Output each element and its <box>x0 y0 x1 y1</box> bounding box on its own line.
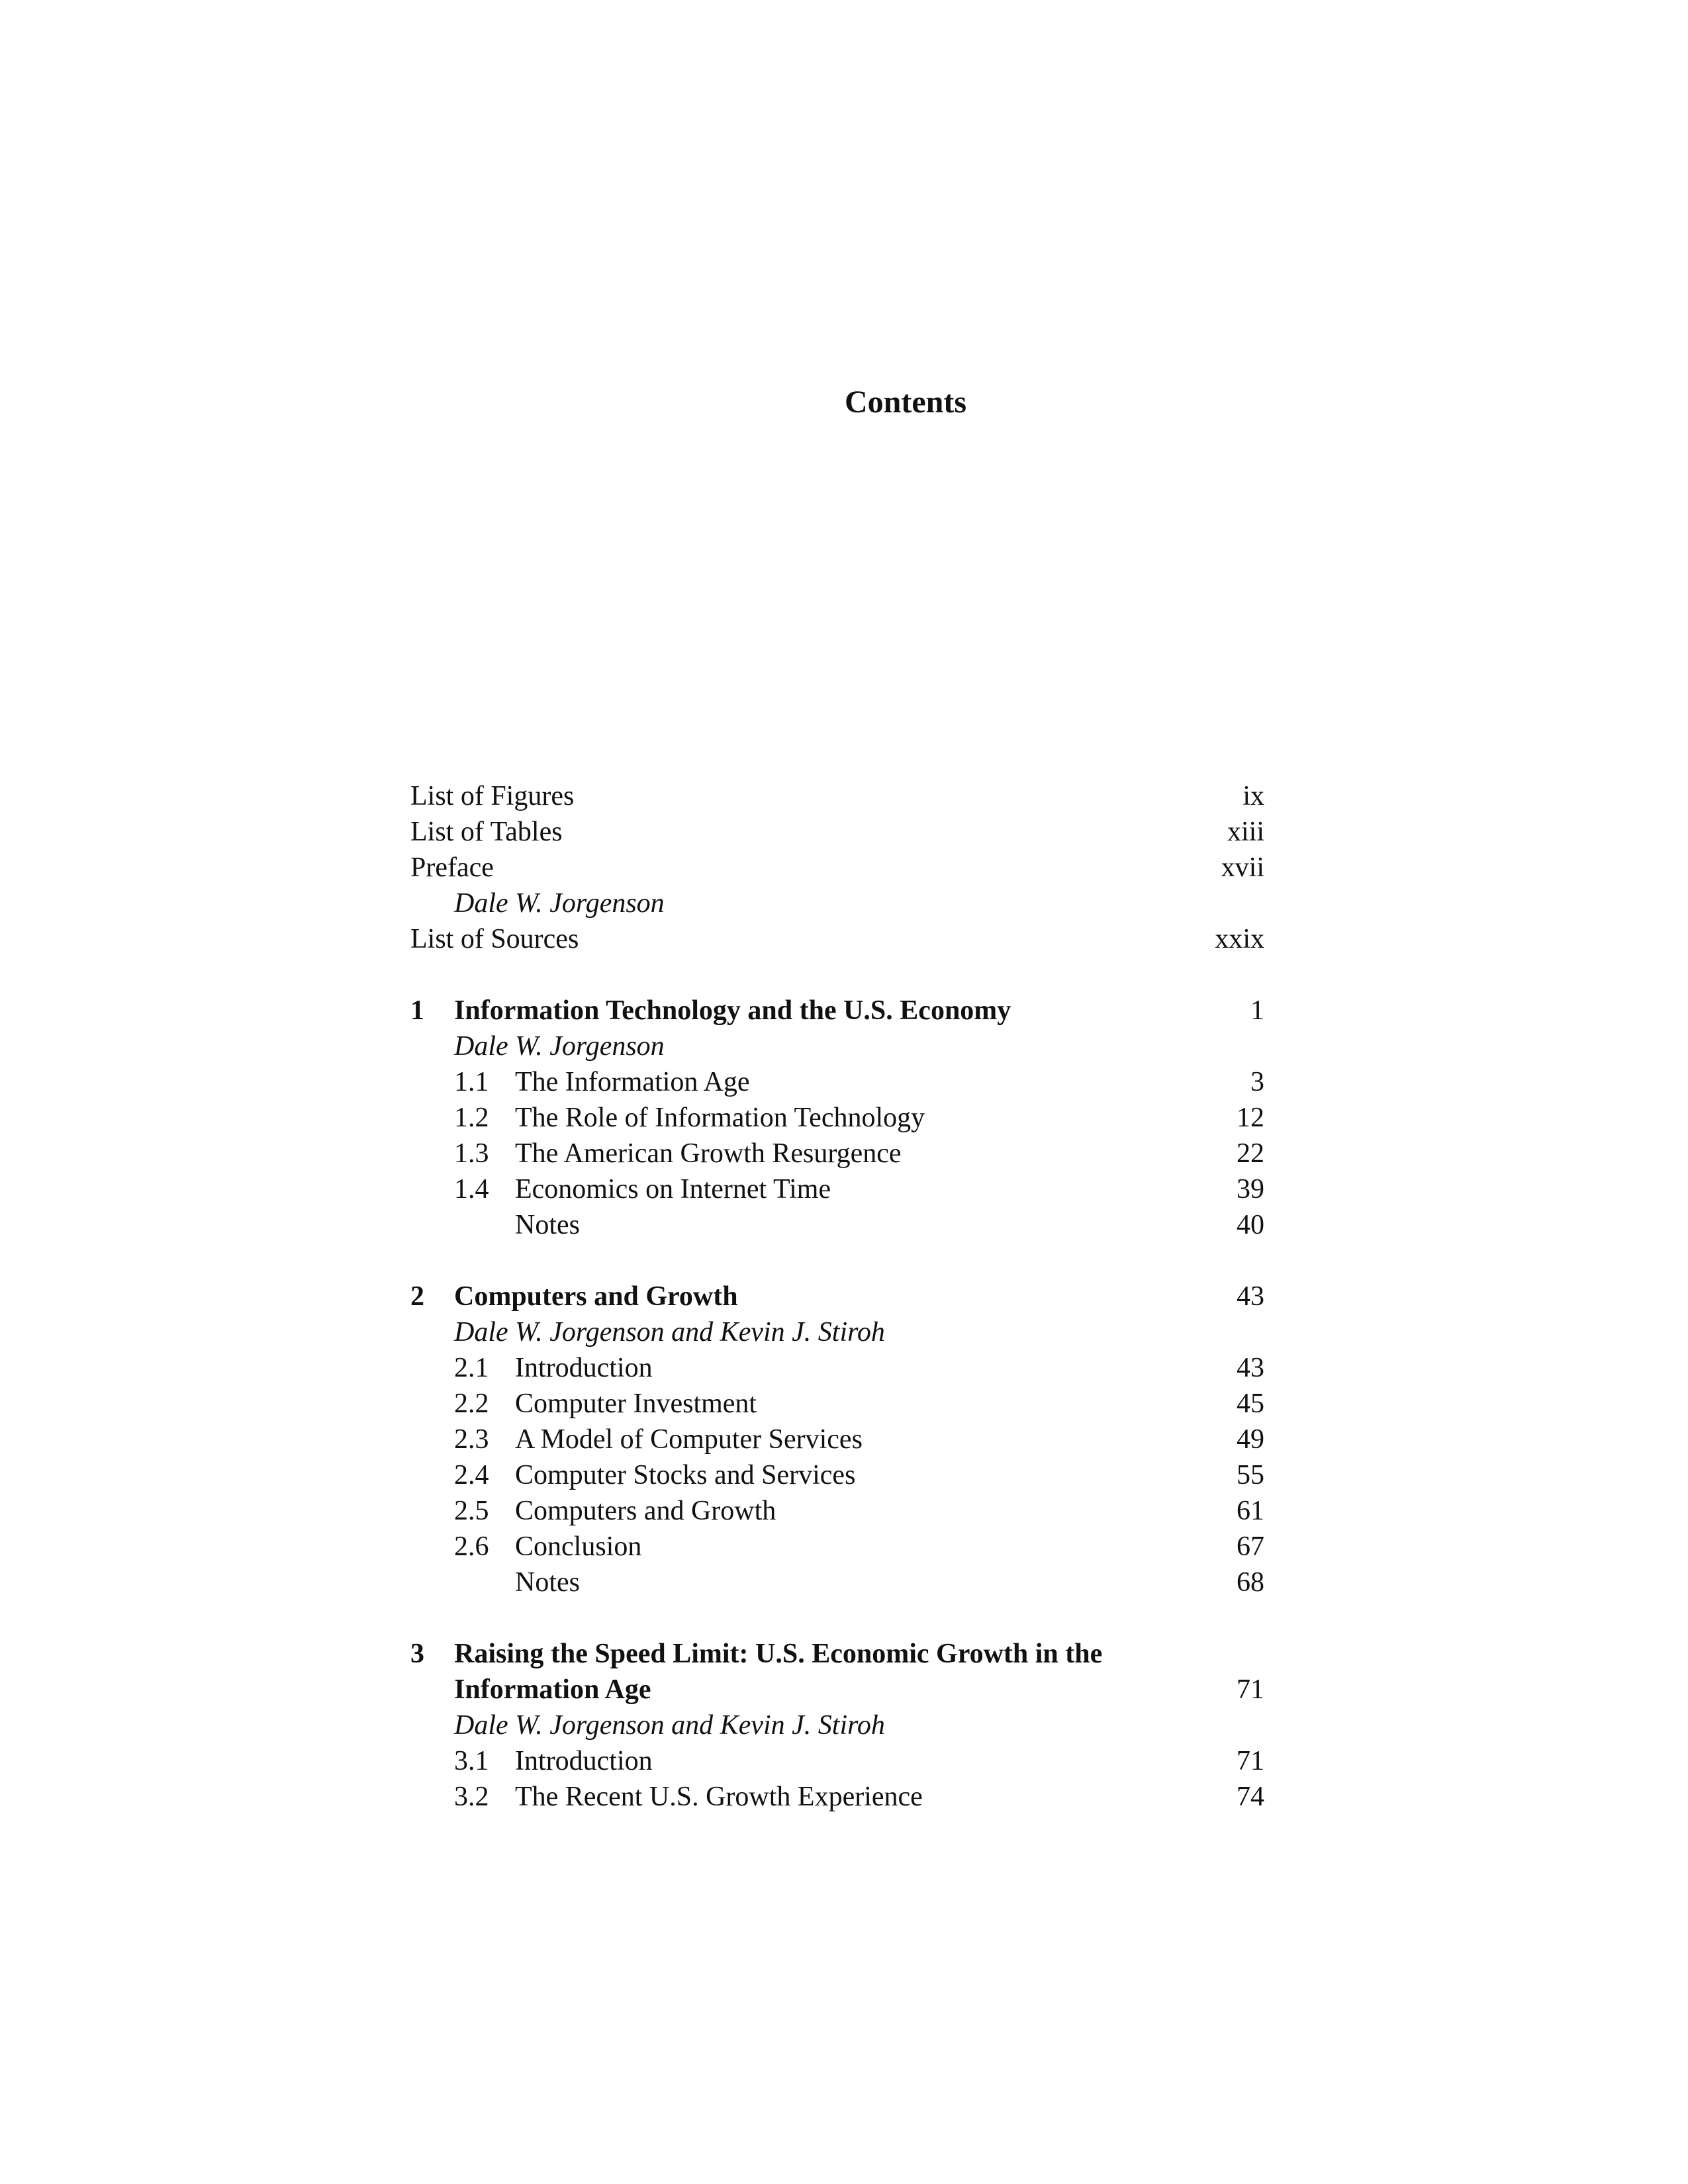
toc-section-notes[interactable] <box>410 1565 1264 1600</box>
toc-section[interactable] <box>410 1350 1264 1386</box>
section-number: 1.2 <box>454 1103 489 1133</box>
section-number: 2.1 <box>454 1353 489 1383</box>
toc-page-number: 39 <box>1237 1174 1264 1205</box>
toc-section[interactable] <box>410 1457 1264 1493</box>
section-number: 1.3 <box>454 1138 489 1169</box>
toc-section-notes[interactable] <box>410 1207 1264 1243</box>
spacer <box>410 1243 1264 1279</box>
toc-section[interactable] <box>410 1529 1264 1565</box>
toc-entry-title: List of Figures <box>410 781 575 811</box>
toc-entry-preface[interactable] <box>410 850 1264 886</box>
section-number: 2.2 <box>454 1388 489 1419</box>
section-title: A Model of Computer Services <box>515 1424 863 1455</box>
toc-chapter-1[interactable] <box>410 993 1264 1028</box>
toc-entry-list-of-tables[interactable] <box>410 814 1264 850</box>
toc-section[interactable] <box>410 1743 1264 1779</box>
toc-page-number: ix <box>1243 781 1264 811</box>
toc-page-number: 40 <box>1237 1210 1264 1240</box>
chapter-title-line-1: Raising the Speed Limit: U.S. Economic Growth in the <box>454 1639 1103 1669</box>
toc-entry-list-of-figures[interactable] <box>410 778 1264 814</box>
toc-page-number: 61 <box>1237 1496 1264 1526</box>
toc-page-number: 3 <box>1250 1067 1264 1097</box>
toc-page-number: 1 <box>1250 995 1264 1026</box>
section-number: 2.3 <box>454 1424 489 1455</box>
section-title: Computers and Growth <box>515 1496 776 1526</box>
toc-chapter-2[interactable] <box>410 1279 1264 1314</box>
spacer <box>410 1600 1264 1636</box>
chapter-number: 3 <box>410 1639 424 1669</box>
section-number: 3.2 <box>454 1782 489 1812</box>
chapter-title: Computers and Growth <box>454 1281 738 1312</box>
spacer <box>410 957 1264 993</box>
toc-page-number: 43 <box>1237 1281 1264 1312</box>
toc-entry-title: Preface <box>410 852 494 883</box>
toc-page-number: 55 <box>1237 1460 1264 1490</box>
toc-page-number: 71 <box>1237 1674 1264 1705</box>
toc-entry-author <box>410 886 1264 921</box>
toc-chapter-3[interactable] <box>410 1636 1264 1672</box>
page-title: Contents <box>844 385 966 420</box>
section-number: 3.1 <box>454 1746 489 1776</box>
toc-section[interactable] <box>410 1422 1264 1457</box>
toc-chapter-author <box>410 1028 1264 1064</box>
chapter-title: Information Technology and the U.S. Economy <box>454 995 1011 1026</box>
toc-page-number: 74 <box>1237 1782 1264 1812</box>
section-title: The American Growth Resurgence <box>515 1138 902 1169</box>
section-number: 2.6 <box>454 1531 489 1562</box>
chapter-author: Dale W. Jorgenson <box>454 1031 665 1062</box>
chapter-author: Dale W. Jorgenson and Kevin J. Stiroh <box>454 1710 885 1741</box>
chapter-title-line-2: Information Age <box>454 1674 651 1705</box>
section-title: Conclusion <box>515 1531 642 1562</box>
section-number: 1.4 <box>454 1174 489 1205</box>
section-number: 1.1 <box>454 1067 489 1097</box>
toc-page-number: 43 <box>1237 1353 1264 1383</box>
table-of-contents <box>410 778 1264 1815</box>
toc-page-number: 22 <box>1237 1138 1264 1169</box>
toc-page-number: 45 <box>1237 1388 1264 1419</box>
section-title: Introduction <box>515 1353 653 1383</box>
toc-page-number: 12 <box>1237 1103 1264 1133</box>
toc-section[interactable] <box>410 1493 1264 1529</box>
chapter-number: 2 <box>410 1281 424 1312</box>
section-title: Computer Investment <box>515 1388 757 1419</box>
section-title: Introduction <box>515 1746 653 1776</box>
section-title: The Recent U.S. Growth Experience <box>515 1782 923 1812</box>
section-title: Computer Stocks and Services <box>515 1460 856 1490</box>
section-number: 2.5 <box>454 1496 489 1526</box>
toc-chapter-3-continued[interactable] <box>410 1672 1264 1707</box>
toc-chapter-author <box>410 1314 1264 1350</box>
toc-section[interactable] <box>410 1100 1264 1136</box>
toc-page-number: 49 <box>1237 1424 1264 1455</box>
toc-page-number: 67 <box>1237 1531 1264 1562</box>
toc-page-number: 68 <box>1237 1567 1264 1598</box>
toc-author: Dale W. Jorgenson <box>454 888 665 919</box>
toc-section[interactable] <box>410 1386 1264 1422</box>
toc-section[interactable] <box>410 1171 1264 1207</box>
toc-page-number: xvii <box>1221 852 1264 883</box>
section-number: 2.4 <box>454 1460 489 1490</box>
toc-section[interactable] <box>410 1779 1264 1815</box>
chapter-author: Dale W. Jorgenson and Kevin J. Stiroh <box>454 1317 885 1347</box>
section-title: The Role of Information Technology <box>515 1103 925 1133</box>
section-title: Notes <box>515 1210 580 1240</box>
chapter-number: 1 <box>410 995 424 1026</box>
toc-section[interactable] <box>410 1064 1264 1100</box>
toc-page-number: xxix <box>1215 924 1264 954</box>
toc-section[interactable] <box>410 1136 1264 1171</box>
toc-page-number: xiii <box>1227 817 1264 847</box>
toc-entry-title: List of Tables <box>410 817 563 847</box>
section-title: Notes <box>515 1567 580 1598</box>
toc-entry-title: List of Sources <box>410 924 579 954</box>
section-title: The Information Age <box>515 1067 750 1097</box>
toc-entry-list-of-sources[interactable] <box>410 921 1264 957</box>
section-title: Economics on Internet Time <box>515 1174 831 1205</box>
toc-chapter-author <box>410 1707 1264 1743</box>
toc-page-number: 71 <box>1237 1746 1264 1776</box>
